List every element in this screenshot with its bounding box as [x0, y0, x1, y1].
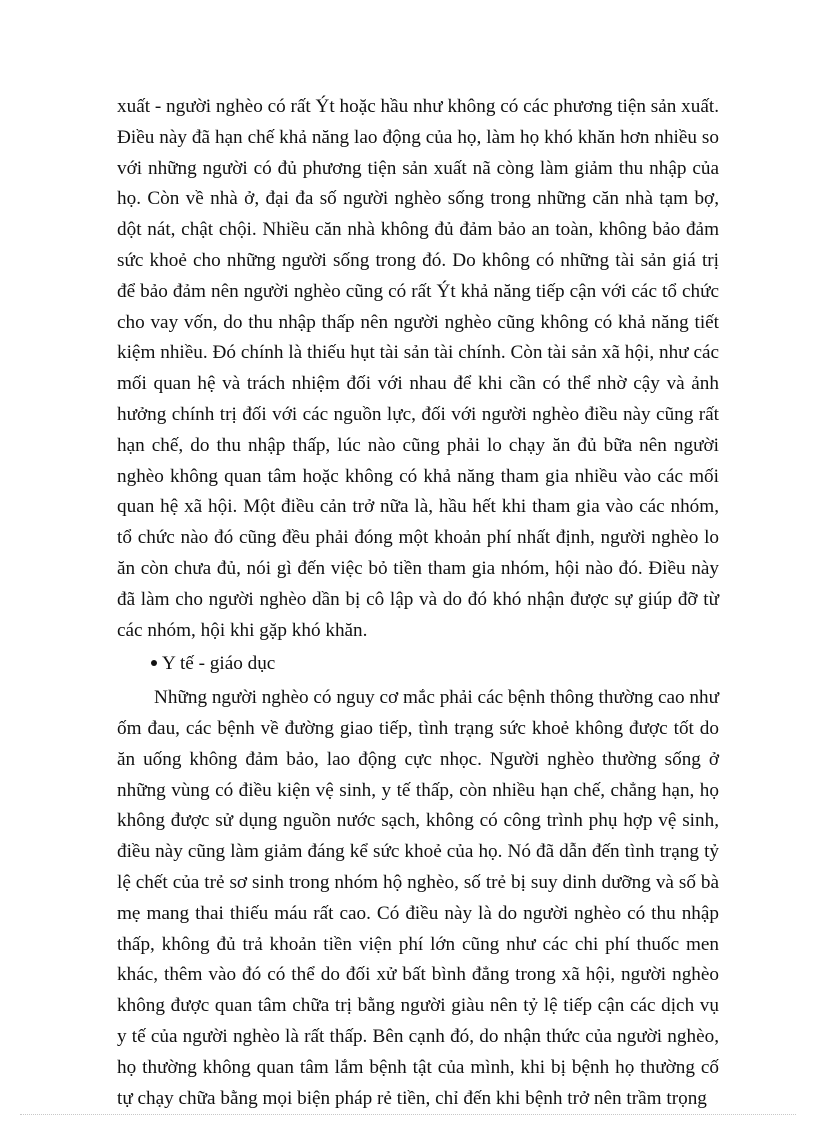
- paragraph-health: Những người nghèo có nguy cơ mắc phải các bệnh thông thường cao như ốm đau, các bệnh về đường giao tiếp, tình trạng sức khoẻ không được tốt do ăn uống không đảm bảo, lao động cực nhọc. Người nghèo thường sống ở những vùng có điều kiện vệ sinh, y tế thấp, còn nhiều hạn chế, chẳng hạn, họ không được sử dụng nguồn nước sạch, không có công trình phụ hợp vệ sinh, điều này cũng làm giảm đáng kể sức khoẻ của họ. Nó đã dẫn đến tình trạng tỷ lệ chết của trẻ sơ sinh trong nhóm hộ nghèo, số trẻ bị suy dinh dưỡng và số bà mẹ mang thai thiếu máu rất cao. Có điều này là do người nghèo có thu nhập thấp, không đủ trả khoản tiền viện phí lớn cũng như các chi phí thuốc men khác, thêm vào đó có thể do đối xử bất bình đẳng trong xã hội, người nghèo không được quan tâm chữa trị bằng người giàu nên tỷ lệ tiếp cận các dịch vụ y tế của người nghèo là rất thấp. Bên cạnh đó, do nhận thức của người nghèo, họ thường không quan tâm lắm bệnh tật của mình, khi bị bệnh họ thường cố tự chạy chữa bằng mọi biện pháp rẻ tiền, chỉ đến khi bệnh trở nên trầm trọng: [117, 687, 719, 1109]
- document-body: [117, 92, 719, 1114]
- bullet-dot-icon: [151, 660, 157, 666]
- page-bottom-divider: [20, 1114, 796, 1115]
- bullet-item-health-education: [151, 649, 719, 680]
- paragraph-assets: xuất - người nghèo có rất Ýt hoặc hầu như không có các phương tiện sản xuất. Điều này đã hạn chế khả năng lao động của họ, làm họ khó khăn hơn nhiều so với những người có đủ phương tiện sản xuất nã còng làm giảm thu nhập của họ. Còn về nhà ở, đại đa số người nghèo sống trong những căn nhà tạm bợ, dột nát, chật chội. Nhiều căn nhà không đủ đảm bảo an toàn, không bảo đảm sức khoẻ cho những người sống trong đó. Do không có những tài sản giá trị để bảo đảm nên người nghèo cũng có rất Ýt khả năng tiếp cận với các tổ chức cho vay vốn, do thu nhập thấp nên người nghèo cũng không có khả năng tiết kiệm nhiều. Đó chính là thiếu hụt tài sản tài chính. Còn tài sản xã hội, như các mối quan hệ và trách nhiệm đối với nhau để khi cần có thể nhờ cậy và ảnh hưởng chính trị đối với các nguồn lực, đối với người nghèo điều này cũng rất hạn chế, do thu nhập thấp, lúc nào cũng phải lo chạy ăn đủ bữa nên người nghèo không quan tâm hoặc không có khả năng tham gia nhiều vào các mối quan hệ xã hội. Một điều cản trở nữa là, hầu hết khi tham gia vào các nhóm, tổ chức nào đó cũng đều phải đóng một khoản phí nhất định, người nghèo lo ăn còn chưa đủ, nói gì đến việc bỏ tiền tham gia nhóm, hội nào đó. Điều này đã làm cho người nghèo dần bị cô lập và do đó khó nhận được sự giúp đỡ từ các nhóm, hội khi gặp khó khăn.: [117, 96, 719, 641]
- bullet-heading: Y tế - giáo dục: [162, 653, 276, 675]
